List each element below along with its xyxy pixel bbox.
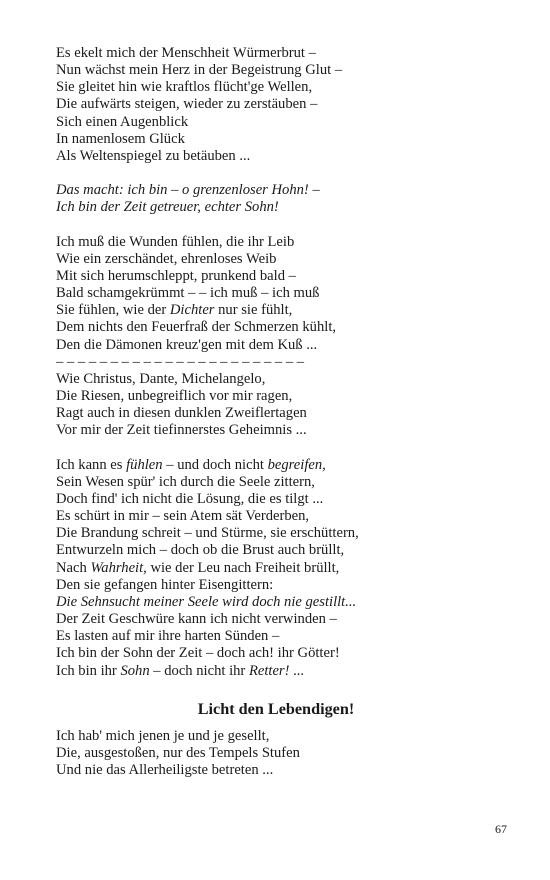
- text: Den sie gefangen hinter Eisengittern:: [56, 576, 274, 593]
- poem-stanza-after-heading: [56, 728, 496, 779]
- poem-line: [56, 131, 496, 148]
- poem-line: [56, 594, 496, 611]
- text: Bald schamgekrümmt – – ich muß – ich muß: [56, 285, 320, 302]
- poem-line: [56, 302, 496, 319]
- text: Ich bin der Sohn der Zeit – doch ach! ihr Götter!: [56, 645, 340, 662]
- text: nur sie fühlt,: [214, 302, 293, 319]
- poem-stanza: [56, 182, 496, 216]
- poem-line: [56, 762, 496, 779]
- poem-line: [56, 114, 496, 131]
- poem-line: [56, 96, 496, 113]
- text: Ich kann es: [56, 456, 127, 473]
- poem-line: [56, 508, 496, 525]
- text: Die Riesen, unbegreiflich vor mir ragen,: [56, 388, 293, 405]
- poem-line: [56, 628, 496, 645]
- text: Dem nichts den Feuerfraß der Schmerzen kühlt,: [56, 319, 337, 336]
- text: In namenlosem Glück: [56, 130, 185, 147]
- poem-line: [56, 182, 496, 199]
- text: Sie fühlen, wie der: [56, 302, 170, 319]
- poem-line: [56, 251, 496, 268]
- poem-line: [56, 474, 496, 491]
- poem-line: [56, 371, 496, 388]
- italic-text: Wahrheit,: [90, 559, 147, 576]
- poem-stanzas: [56, 45, 496, 680]
- text: Wie ein zerschändet, ehrenloses Weib: [56, 250, 277, 267]
- poem-line: [56, 62, 496, 79]
- poem-line: [56, 611, 496, 628]
- poem-line: [56, 491, 496, 508]
- text: Als Weltenspiegel zu betäuben ...: [56, 147, 251, 164]
- italic-text: Ich bin der Zeit getreuer, echter Sohn!: [56, 199, 279, 216]
- poem-line: [56, 542, 496, 559]
- text: Wie Christus, Dante, Michelangelo,: [56, 370, 266, 387]
- poem-line: [56, 405, 496, 422]
- page-content: [56, 45, 496, 779]
- italic-text: Das macht: ich bin – o grenzenloser Hohn! –: [56, 182, 320, 199]
- poem-heading: Licht den Lebendigen!: [197, 699, 355, 718]
- poem-line: [56, 285, 496, 302]
- poem-line: [56, 148, 496, 165]
- poem-line: [56, 388, 496, 405]
- poem-line: [56, 422, 496, 439]
- text: Ragt auch in diesen dunklen Zweiflertagen: [56, 405, 307, 422]
- text: – und doch nicht: [162, 456, 268, 473]
- text: ...: [289, 662, 305, 679]
- text: Entwurzeln mich – doch ob die Brust auch brüllt,: [56, 542, 345, 559]
- poem-stanza: [56, 45, 496, 165]
- text: Ich muß die Wunden fühlen, die ihr Leib: [56, 233, 295, 250]
- text: Es schürt in mir – sein Atem sät Verderben,: [56, 508, 310, 525]
- poem-line: [56, 354, 496, 371]
- text: Mit sich herumschleppt, prunkend bald –: [56, 268, 296, 284]
- poem-line: [56, 525, 496, 542]
- text: Die aufwärts steigen, wieder zu zerstäuben –: [56, 96, 318, 113]
- text: Es ekelt mich der Menschheit Würmerbrut –: [56, 45, 316, 61]
- poem-line: [56, 645, 496, 662]
- poem-line: [56, 663, 496, 680]
- italic-text: begreifen,: [267, 456, 326, 473]
- poem-line: [56, 319, 496, 336]
- text: Es lasten auf mir ihre harten Sünden –: [56, 628, 280, 645]
- text: Und nie das Allerheiligste betreten ...: [56, 762, 274, 779]
- page-number: 67: [495, 822, 507, 836]
- text: Vor mir der Zeit tiefinnerstes Geheimnis ...: [56, 422, 307, 439]
- poem-line: [56, 457, 496, 474]
- text: Doch find' ich nicht die Lösung, die es tilgt ...: [56, 491, 324, 508]
- italic-text: Retter!: [248, 662, 290, 679]
- poem-line: [56, 79, 496, 96]
- poem-line: [56, 199, 496, 216]
- text: Sich einen Augenblick: [56, 113, 189, 130]
- poem-stanza: [56, 234, 496, 440]
- text: – – – – – – – – – – – – – – – – – – – – – – –: [56, 353, 305, 370]
- text: Sein Wesen spür' ich durch die Seele zittern,: [56, 473, 315, 490]
- italic-text: Die Sehnsucht meiner Seele wird doch nie gestillt...: [56, 593, 357, 610]
- poem-line: [56, 268, 496, 285]
- italic-text: Dichter: [169, 302, 215, 319]
- text: Den die Dämonen kreuz'gen mit dem Kuß ...: [56, 336, 318, 353]
- text: Ich hab' mich jenen je und je gesellt,: [56, 727, 270, 744]
- text: wie der Leu nach Freiheit brüllt,: [146, 559, 340, 576]
- poem-line: [56, 560, 496, 577]
- text: Nun wächst mein Herz in der Begeistrung Glut –: [56, 62, 343, 79]
- text: – doch nicht ihr: [149, 662, 249, 679]
- poem-line: [56, 577, 496, 594]
- italic-text: fühlen: [126, 456, 163, 473]
- poem-line: [56, 234, 496, 251]
- poem-line: [56, 45, 496, 62]
- text: Die, ausgestoßen, nur des Tempels Stufen: [56, 744, 300, 761]
- poem-line: [56, 337, 496, 354]
- italic-text: Sohn: [120, 662, 150, 679]
- poem-line: [56, 728, 496, 745]
- text: Sie gleitet hin wie kraftlos flücht'ge Wellen,: [56, 79, 313, 96]
- text: Die Brandung schreit – und Stürme, sie erschüttern,: [56, 525, 359, 542]
- text: Ich bin ihr: [56, 662, 121, 679]
- poem-line: [56, 745, 496, 762]
- text: Der Zeit Geschwüre kann ich nicht verwinden –: [56, 611, 337, 628]
- poem-stanza: [56, 457, 496, 680]
- text: Nach: [56, 559, 91, 576]
